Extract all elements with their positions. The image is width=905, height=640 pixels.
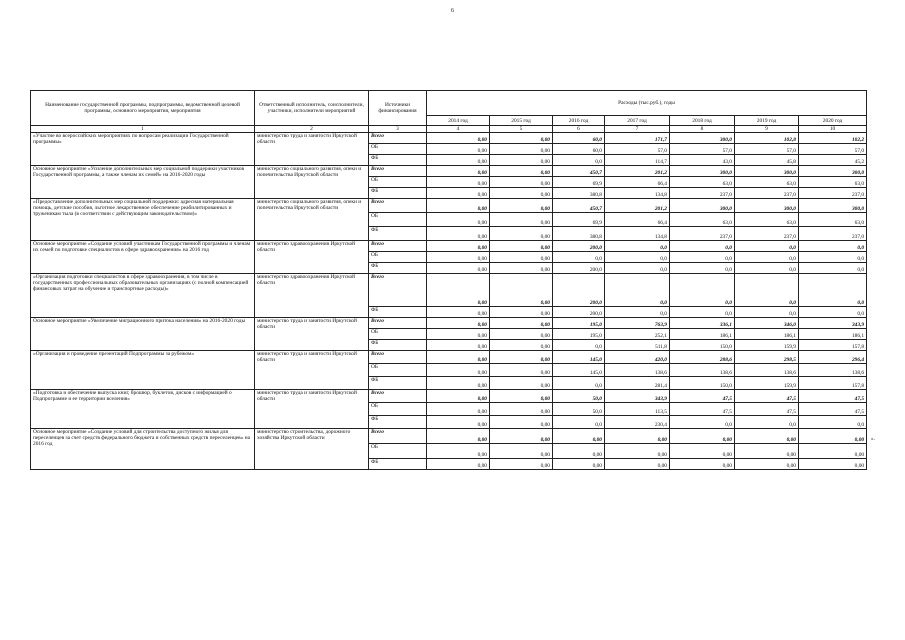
expense-value: 0,0 <box>605 274 670 307</box>
expense-value: 0,0 <box>553 155 605 166</box>
expense-value: 0,0 <box>553 252 605 263</box>
column-index: 7 <box>605 126 670 133</box>
expense-value: 511,8 <box>605 340 670 351</box>
expense-value: 346,0 <box>735 318 799 329</box>
executor-name: министерство строительства, дорожного хозяйства Иркутской области <box>255 429 369 470</box>
expense-value: 0,00 <box>427 459 490 470</box>
funding-source: ФБ <box>369 340 427 351</box>
expense-value: 186,1 <box>735 329 799 340</box>
table-row <box>31 241 867 252</box>
expense-value: 186,1 <box>670 329 735 340</box>
expense-value: 380,8 <box>553 227 605 241</box>
expense-value: 63,0 <box>799 177 867 188</box>
expense-value: 0,00 <box>427 252 490 263</box>
expense-value: 200,0 <box>553 241 605 252</box>
funding-source: Всего <box>369 241 427 252</box>
funding-source: ФБ <box>369 227 427 241</box>
header-name: Наименование государственной программы, подпрограммы, ведомственной целевой программы, основного мероприятия, мероприятия <box>31 91 255 126</box>
expense-value: 0,0 <box>799 307 867 318</box>
column-index: 3 <box>369 126 427 133</box>
expense-value: 0,0 <box>670 263 735 274</box>
expense-value: 0,00 <box>490 177 553 188</box>
table-row <box>31 166 867 177</box>
funding-source: ФБ <box>369 307 427 318</box>
expense-value: 57,0 <box>735 144 799 155</box>
expense-value: 237,0 <box>799 188 867 199</box>
expense-value: 102,8 <box>735 133 799 144</box>
expense-value: 0,00 <box>490 390 553 403</box>
expense-value: 47,5 <box>735 403 799 416</box>
expense-value: 138,6 <box>605 364 670 377</box>
expense-value: 0,00 <box>490 199 553 213</box>
table-row <box>31 429 867 444</box>
expense-value: 281,4 <box>605 377 670 390</box>
expense-value: 0,00 <box>427 318 490 329</box>
expense-value: 343,9 <box>605 390 670 403</box>
expense-value: 0,00 <box>427 444 490 459</box>
expense-value: 0,00 <box>427 133 490 144</box>
column-index: 2 <box>255 126 369 133</box>
expense-value: 0,00 <box>427 213 490 227</box>
expense-value: 0,00 <box>490 364 553 377</box>
expense-value: 63,0 <box>670 177 735 188</box>
expense-value: 0,00 <box>427 188 490 199</box>
expense-value: 0,0 <box>670 252 735 263</box>
expense-value: 63,0 <box>735 213 799 227</box>
expense-value: 0,0 <box>799 416 867 429</box>
expense-value: 0,00 <box>427 329 490 340</box>
expense-value: 0,00 <box>490 263 553 274</box>
expense-value: 0,00 <box>427 390 490 403</box>
expense-value: 0,00 <box>490 144 553 155</box>
expense-value: 0,00 <box>735 459 799 470</box>
expense-value: 0,00 <box>799 444 867 459</box>
expense-value: 300,0 <box>735 166 799 177</box>
activity-name: Основное мероприятие «Увеличение миграционного притока населения» на 2016-2020 годы <box>31 318 255 351</box>
expense-value: 201,2 <box>605 166 670 177</box>
expense-value: 0,00 <box>490 340 553 351</box>
expense-value: 159,9 <box>735 340 799 351</box>
executor-name: министерство труда и занятости Иркутской области <box>255 351 369 390</box>
expense-value: 0,00 <box>427 199 490 213</box>
expense-value: 0,0 <box>605 307 670 318</box>
expense-value: 0,00 <box>553 429 605 444</box>
expense-value: 200,0 <box>553 307 605 318</box>
expense-value: 237,0 <box>799 227 867 241</box>
header-year: 2015 год <box>490 116 553 126</box>
expense-value: 102,2 <box>799 133 867 144</box>
funding-source: ФБ <box>369 459 427 470</box>
expense-value: 0,0 <box>670 307 735 318</box>
expense-value: 186,1 <box>799 329 867 340</box>
expense-value: 45,8 <box>735 155 799 166</box>
expense-value: 159,9 <box>735 377 799 390</box>
funding-source: Всего <box>369 274 427 307</box>
expense-value: 237,0 <box>735 188 799 199</box>
executor-name: министерство труда и занятости Иркутской области <box>255 390 369 429</box>
expense-value: 0,00 <box>735 444 799 459</box>
expense-value: 0,00 <box>490 188 553 199</box>
expense-value: 145,0 <box>553 364 605 377</box>
expense-value: 0,00 <box>490 241 553 252</box>
expense-value: 0,00 <box>427 340 490 351</box>
executor-name: министерство труда и занятости Иркутской области <box>255 318 369 351</box>
expense-value: 450,7 <box>553 166 605 177</box>
expense-value: 0,00 <box>427 416 490 429</box>
funding-source: ФБ <box>369 188 427 199</box>
expense-value: 0,00 <box>427 307 490 318</box>
expense-value: 450,7 <box>553 199 605 213</box>
table-row <box>31 351 867 364</box>
funding-source: Всего <box>369 390 427 403</box>
expense-value: 47,5 <box>670 403 735 416</box>
expense-value: 0,00 <box>670 444 735 459</box>
expense-value: 0,00 <box>427 403 490 416</box>
expense-value: 0,00 <box>735 429 799 444</box>
table-body <box>31 133 867 470</box>
expense-value: 0,0 <box>605 241 670 252</box>
expense-value: 60,0 <box>553 133 605 144</box>
activity-name: Основное мероприятие «Усиление дополнительных мер социальной поддержки участников Государственной программы, а также членам их семей» на 2016-2020 годы <box>31 166 255 199</box>
column-index: 8 <box>670 126 735 133</box>
expense-value: 0,00 <box>490 329 553 340</box>
funding-source: ОБ <box>369 403 427 416</box>
expense-value: 237,0 <box>670 188 735 199</box>
expense-value: 63,0 <box>799 213 867 227</box>
expense-value: 300,0 <box>670 199 735 213</box>
activity-name: «Подготовка и обеспечение выпуска книг, брошюр, буклетов, дисков с информацией о Подпрограмме и ее территории вселения» <box>31 390 255 429</box>
expense-value: 0,00 <box>490 444 553 459</box>
expense-value: 138,6 <box>735 364 799 377</box>
expense-value: 336,1 <box>670 318 735 329</box>
expense-value: 69,9 <box>553 177 605 188</box>
column-index: 4 <box>427 126 490 133</box>
expense-value: 230,4 <box>605 416 670 429</box>
expense-value: 252,1 <box>605 329 670 340</box>
column-index: 5 <box>490 126 553 133</box>
expense-value: 195,0 <box>553 318 605 329</box>
expense-value: 0,00 <box>490 166 553 177</box>
expense-value: 300,0 <box>735 199 799 213</box>
expense-value: 60,0 <box>553 144 605 155</box>
expense-value: 0,00 <box>490 403 553 416</box>
expense-value: 0,00 <box>427 227 490 241</box>
expense-value: 157,8 <box>799 377 867 390</box>
executor-name: министерство социального развития, опеки и попечительства Иркутской области <box>255 199 369 241</box>
expense-value: 57,0 <box>670 144 735 155</box>
expenses-table <box>30 90 867 470</box>
column-index: 9 <box>735 126 799 133</box>
expense-value: 45,2 <box>799 155 867 166</box>
expense-value: 0,0 <box>735 241 799 252</box>
expense-value: 0,00 <box>490 252 553 263</box>
expense-value: 195,0 <box>553 329 605 340</box>
funding-source: ОБ <box>369 364 427 377</box>
expense-value: 0,00 <box>605 444 670 459</box>
expense-value: 0,0 <box>735 252 799 263</box>
column-index: 1 <box>31 126 255 133</box>
funding-source: ФБ <box>369 155 427 166</box>
expense-value: 0,00 <box>427 177 490 188</box>
closing-quote-mark: ». <box>871 436 876 442</box>
expense-value: 0,00 <box>490 155 553 166</box>
expense-value: 0,0 <box>799 252 867 263</box>
expense-value: 300,0 <box>670 166 735 177</box>
expense-value: 296,4 <box>799 351 867 364</box>
funding-source: ФБ <box>369 377 427 390</box>
expense-value: 0,00 <box>490 351 553 364</box>
executor-name: министерство труда и занятости Иркутской области <box>255 133 369 166</box>
expense-value: 763,9 <box>605 318 670 329</box>
expense-value: 288,6 <box>670 351 735 364</box>
expense-value: 0,00 <box>427 144 490 155</box>
executor-name: министерство социального развития, опеки и попечительства Иркутской области <box>255 166 369 199</box>
expense-value: 0,0 <box>670 416 735 429</box>
funding-source: ОБ <box>369 213 427 227</box>
expense-value: 0,00 <box>427 155 490 166</box>
expense-value: 47,5 <box>735 390 799 403</box>
expense-value: 47,5 <box>799 403 867 416</box>
expense-value: 0,00 <box>490 307 553 318</box>
expense-value: 200,0 <box>553 263 605 274</box>
expense-value: 50,0 <box>553 390 605 403</box>
expense-value: 66,4 <box>605 177 670 188</box>
expense-value: 0,00 <box>605 459 670 470</box>
expense-value: 63,0 <box>735 177 799 188</box>
expense-value: 114,7 <box>605 155 670 166</box>
expense-value: 0,00 <box>490 377 553 390</box>
header-year: 2018 год <box>670 116 735 126</box>
header-year: 2016 год <box>553 116 605 126</box>
expense-value: 0,00 <box>427 377 490 390</box>
page-number: 6 <box>451 8 454 14</box>
funding-source: ОБ <box>369 144 427 155</box>
table-row <box>31 199 867 213</box>
header-year: 2014 год <box>427 116 490 126</box>
header-year: 2019 год <box>735 116 799 126</box>
expense-value: 420,0 <box>605 351 670 364</box>
column-index-row <box>31 126 867 133</box>
expense-value: 63,0 <box>670 213 735 227</box>
expense-value: 343,9 <box>799 318 867 329</box>
activity-name: «Организация подготовки специалистов в сфере здравоохранения, в том числе в государственных профессиональных образовательных организациях (с полной компенсацией финансовых затрат на обучение и транспортные расходы)» <box>31 274 255 318</box>
funding-source: Всего <box>369 429 427 444</box>
expense-value: 0,0 <box>799 263 867 274</box>
expense-value: 0,00 <box>490 274 553 307</box>
expense-value: 50,0 <box>553 403 605 416</box>
funding-source: Всего <box>369 318 427 329</box>
expense-value: 0,0 <box>605 263 670 274</box>
expense-value: 0,0 <box>735 416 799 429</box>
expense-value: 138,6 <box>799 364 867 377</box>
funding-source: Всего <box>369 351 427 364</box>
activity-name: «Участие во всероссийских мероприятиях по вопросам реализации Государственной программы» <box>31 133 255 166</box>
expense-value: 66,4 <box>605 213 670 227</box>
expense-value: 69,9 <box>553 213 605 227</box>
expense-value: 0,0 <box>735 263 799 274</box>
expense-value: 0,00 <box>490 227 553 241</box>
expense-value: 0,00 <box>427 364 490 377</box>
expense-value: 0,00 <box>605 429 670 444</box>
expense-value: 0,0 <box>553 340 605 351</box>
funding-source: ФБ <box>369 416 427 429</box>
expense-value: 157,8 <box>799 340 867 351</box>
expense-value: 113,5 <box>605 403 670 416</box>
expense-value: 0,00 <box>490 429 553 444</box>
expense-value: 298,5 <box>735 351 799 364</box>
expense-value: 0,00 <box>670 429 735 444</box>
expense-value: 0,0 <box>799 241 867 252</box>
column-index: 6 <box>553 126 605 133</box>
activity-name: Основное мероприятие «Создание условий участникам Государственной программы и членам их семей по подготовке специалистов в сфере здравоохранения» на 2016 год <box>31 241 255 274</box>
activity-name: «Организация и проведение презентаций Подпрограммы за рубежом» <box>31 351 255 390</box>
expense-value: 0,00 <box>553 444 605 459</box>
expense-value: 134,8 <box>605 188 670 199</box>
funding-source: ОБ <box>369 329 427 340</box>
expense-value: 57,0 <box>799 144 867 155</box>
expense-value: 380,8 <box>553 188 605 199</box>
expense-value: 0,0 <box>670 274 735 307</box>
expense-value: 0,0 <box>670 241 735 252</box>
table-row <box>31 390 867 403</box>
expense-value: 134,8 <box>605 227 670 241</box>
expense-value: 300,0 <box>799 199 867 213</box>
expense-value: 0,00 <box>427 263 490 274</box>
expense-value: 0,00 <box>490 213 553 227</box>
funding-source: Всего <box>369 199 427 213</box>
expense-value: 200,0 <box>553 274 605 307</box>
executor-name: министерство здравоохранения Иркутской области <box>255 241 369 274</box>
expense-value: 150,0 <box>670 377 735 390</box>
expense-value: 0,00 <box>799 429 867 444</box>
expense-value: 43,0 <box>670 155 735 166</box>
expense-value: 0,0 <box>605 252 670 263</box>
expense-value: 138,6 <box>670 364 735 377</box>
activity-name: Основное мероприятие «Создание условий для строительства доступного жилья для переселенцев за счет средств федерального бюджета и собственных средств переселенцев» на 2016 год <box>31 429 255 470</box>
funding-source: Всего <box>369 133 427 144</box>
expense-value: 0,00 <box>490 416 553 429</box>
expense-value: 0,00 <box>490 318 553 329</box>
expense-value: 0,00 <box>427 429 490 444</box>
table-row <box>31 133 867 144</box>
expense-value: 0,00 <box>427 166 490 177</box>
funding-source: ОБ <box>369 252 427 263</box>
expense-value: 0,00 <box>670 459 735 470</box>
expense-value: 201,2 <box>605 199 670 213</box>
funding-source: ФБ <box>369 263 427 274</box>
expense-value: 0,00 <box>427 274 490 307</box>
expense-value: 0,0 <box>735 274 799 307</box>
header-year: 2020 год <box>799 116 867 126</box>
table-row <box>31 274 867 307</box>
expense-value: 300,0 <box>670 133 735 144</box>
table-row <box>31 318 867 329</box>
expense-value: 237,0 <box>735 227 799 241</box>
expense-value: 0,0 <box>799 274 867 307</box>
expense-value: 0,00 <box>490 133 553 144</box>
expense-value: 0,0 <box>553 416 605 429</box>
header-executor: Ответственный исполнитель, соисполнители, участники, исполнители мероприятий <box>255 91 369 126</box>
expense-value: 57,0 <box>605 144 670 155</box>
expense-value: 0,00 <box>427 351 490 364</box>
executor-name: министерство здравоохранения Иркутской области <box>255 274 369 318</box>
expense-value: 0,0 <box>735 307 799 318</box>
expense-value: 150,0 <box>670 340 735 351</box>
expense-value: 0,00 <box>427 241 490 252</box>
funding-source: ОБ <box>369 444 427 459</box>
expense-value: 0,00 <box>490 459 553 470</box>
expense-value: 0,00 <box>799 459 867 470</box>
expense-value: 0,00 <box>553 459 605 470</box>
header-expenses: Расходы (тыс.руб.), годы <box>427 91 867 116</box>
funding-source: Всего <box>369 166 427 177</box>
expense-value: 237,0 <box>670 227 735 241</box>
header-year: 2017 год <box>605 116 670 126</box>
column-index: 10 <box>799 126 867 133</box>
expense-value: 47,5 <box>670 390 735 403</box>
expense-value: 47,5 <box>799 390 867 403</box>
expense-value: 171,7 <box>605 133 670 144</box>
funding-source: ОБ <box>369 177 427 188</box>
expense-value: 300,0 <box>799 166 867 177</box>
expense-value: 145,0 <box>553 351 605 364</box>
activity-name: «Предоставление дополнительных мер социальной поддержки: адресная материальная помощь, детские пособия, льготное лекарственное обеспечение реабилитированных и труженикам тыла (в соответствии с действующим законодательством)» <box>31 199 255 241</box>
header-source: Источники финансирования <box>369 91 427 126</box>
expense-value: 0,0 <box>553 377 605 390</box>
